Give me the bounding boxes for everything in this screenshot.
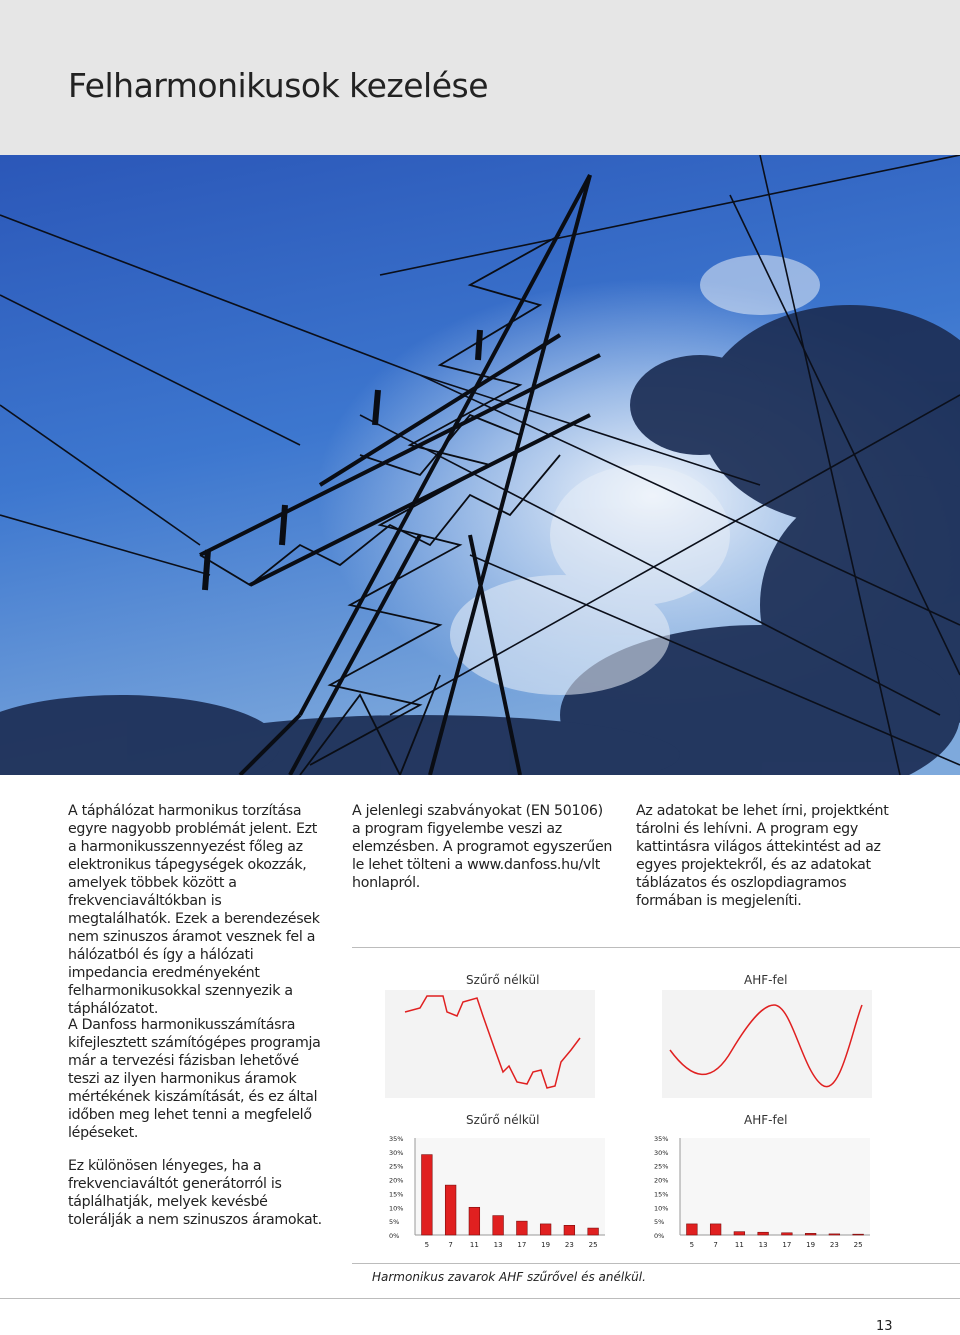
bar	[687, 1224, 698, 1235]
plot-area	[415, 1138, 605, 1235]
x-tick-label: 25	[853, 1241, 863, 1249]
bar	[734, 1232, 745, 1235]
x-tick-label: 13	[758, 1241, 768, 1249]
column1-paragraph3: Ez különösen lényeges, ha a frekvenciaváltót generátorról is táplálhatják, melyek kevésbé tolerálják a nem szinuszos áramokat.	[68, 1158, 322, 1228]
y-tick-label: 10%	[389, 1204, 404, 1213]
column1-paragraph1: A táphálózat harmonikus torzítása egyre nagyobb problémát jelent. Ezt a harmonikusszennyezést főleg az elektronikus tápegységek okozzák, amelyek többek között a frekvenciaváltókban is megtalálhatók. Ezek a berendezések nem szinuszos áramot vesznek fel a hálózatból és így a hálózati impedancia eredményeként felharmonikusokkal szennyezik a táphálózatot.	[68, 803, 320, 1017]
bar	[782, 1233, 793, 1235]
footer-divider	[0, 1298, 960, 1299]
y-tick-label: 30%	[654, 1148, 669, 1157]
bar-chart-without-filter	[385, 1130, 615, 1255]
bar	[493, 1216, 504, 1235]
x-tick-label: 23	[564, 1241, 574, 1249]
y-tick-label: 0%	[654, 1232, 665, 1240]
y-tick-label: 15%	[389, 1190, 404, 1199]
page-title: Felharmonikusok kezelése	[68, 66, 489, 105]
bar	[422, 1155, 433, 1235]
y-tick-label: 25%	[389, 1162, 404, 1171]
bar	[829, 1234, 840, 1235]
bar	[710, 1224, 721, 1235]
bar	[805, 1233, 816, 1235]
x-tick-label: 7	[713, 1241, 718, 1249]
column2-paragraph1: A jelenlegi szabványokat (EN 50106) a program figyelembe veszi az elemzésben. A programot egyszerűen le lehet tölteni a www.danfoss.hu/vlt honlapról.	[352, 803, 613, 891]
bar	[564, 1225, 575, 1235]
waveform-title-right: AHF-fel	[744, 973, 788, 987]
x-tick-label: 17	[517, 1241, 527, 1249]
y-tick-label: 5%	[654, 1218, 665, 1227]
x-tick-label: 5	[424, 1241, 430, 1249]
bar	[445, 1185, 456, 1235]
x-tick-label: 7	[448, 1241, 453, 1249]
plot-area	[680, 1138, 870, 1235]
page-number: 13	[876, 1319, 893, 1334]
y-tick-label: 25%	[654, 1162, 669, 1171]
bar-chart-title-left: Szűrő nélkül	[466, 1113, 540, 1127]
x-tick-label: 13	[493, 1241, 503, 1249]
x-tick-label: 5	[689, 1241, 695, 1249]
section-divider	[352, 947, 960, 948]
figure-caption: Harmonikus zavarok AHF szűrővel és anélkül.	[372, 1270, 646, 1284]
column3-paragraph1: Az adatokat be lehet írni, projektként tárolni és lehívni. A program egy kattintásra világos áttekintést ad az egyes projektekről, és az adatokat táblázatos és oszlopdiagramos formában is megjeleníti.	[636, 803, 889, 909]
x-tick-label: 11	[734, 1241, 744, 1249]
power-line-tower-photo	[0, 155, 960, 775]
y-tick-label: 20%	[654, 1176, 669, 1185]
bar	[469, 1207, 480, 1235]
bar	[758, 1232, 769, 1235]
y-tick-label: 35%	[389, 1135, 404, 1143]
waveform-title-left: Szűrő nélkül	[466, 973, 540, 987]
bar	[517, 1221, 528, 1235]
x-tick-label: 19	[541, 1241, 551, 1249]
column1-paragraph2: A Danfoss harmonikusszámításra kifejlesztett számítógépes programja már a tervezési fázisban lehetővé teszi az ilyen harmonikus áramok mértékének kiszámítását, és ez által időben meg lehet tenni a megfelelő lépéseket.	[68, 1017, 321, 1141]
y-tick-label: 15%	[654, 1190, 669, 1199]
waveform-line	[670, 1005, 862, 1087]
x-tick-label: 11	[469, 1241, 479, 1249]
x-tick-label: 23	[829, 1241, 839, 1249]
waveform-chart-without-filter	[385, 990, 595, 1098]
bar-chart-title-right: AHF-fel	[744, 1113, 788, 1127]
y-tick-label: 10%	[654, 1204, 669, 1213]
x-tick-label: 17	[782, 1241, 792, 1249]
x-tick-label: 19	[806, 1241, 816, 1249]
y-tick-label: 30%	[389, 1148, 404, 1157]
bar	[853, 1234, 864, 1235]
x-tick-label: 25	[588, 1241, 598, 1249]
caption-divider	[352, 1263, 960, 1264]
bar-chart-with-ahf	[650, 1130, 880, 1255]
y-tick-label: 35%	[654, 1135, 669, 1143]
waveform-chart-with-ahf	[662, 990, 872, 1098]
bar	[540, 1224, 551, 1235]
y-tick-label: 5%	[389, 1218, 400, 1227]
y-tick-label: 0%	[389, 1232, 400, 1240]
waveform-line	[405, 996, 580, 1088]
bar	[588, 1228, 599, 1235]
y-tick-label: 20%	[389, 1176, 404, 1185]
